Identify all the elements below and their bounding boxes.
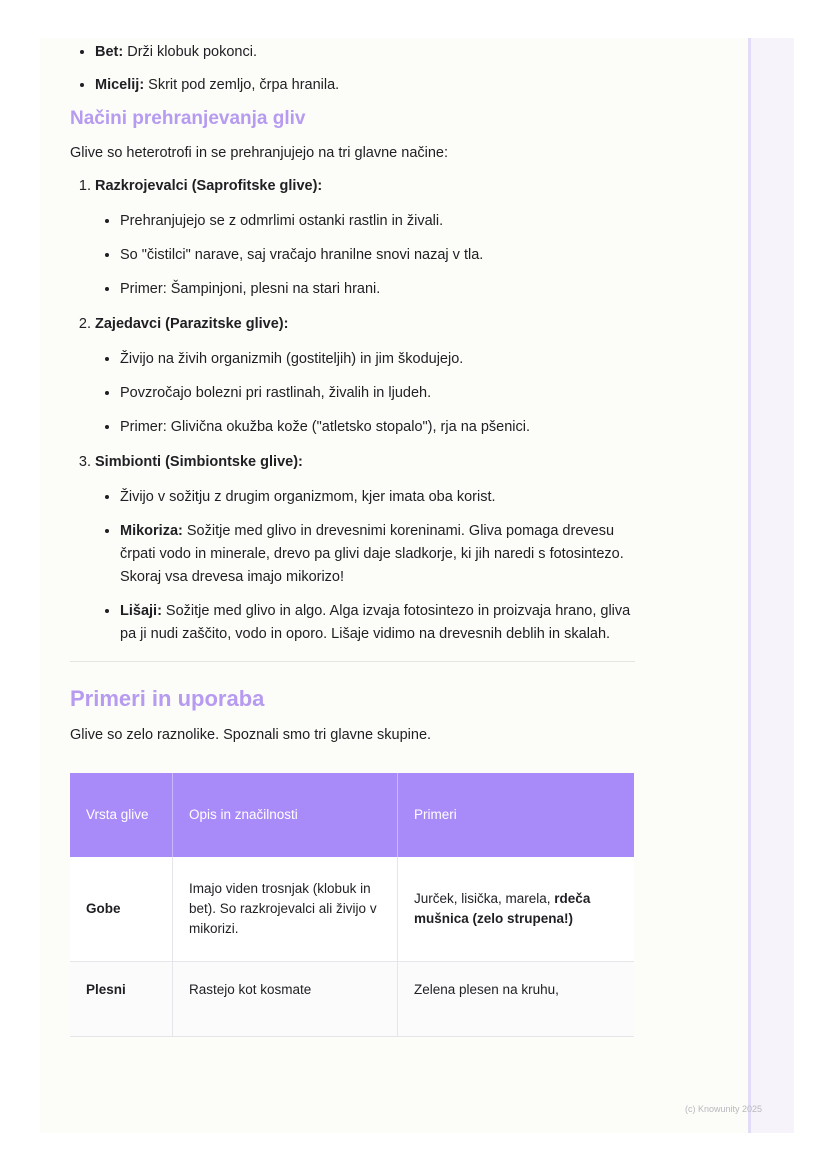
table-cell-examples: Jurček, lisička, marela, rdeča mušnica (zelo strupena!) [398,857,635,962]
list-item: • Bet: Drži klobuk pokonci. [95,42,635,62]
nutrition-group: 1. Razkrojevalci (Saprofitske glive): • Prehranjujejo se z odmrlimi ostanki rastlin in živali. • So "čistilci" narave, saj vračajo hranilne snovi nazaj v tla. • Primer: Šampinjoni, plesni na stari hrani. [95,176,635,301]
structure-list [70,42,635,95]
table-cell-desc: Rastejo kot kosmate [173,962,398,1037]
list-item: • Živijo na živih organizmih (gostiteljih) in jim škodujejo. [120,348,635,371]
table-header: Opis in značilnosti [173,773,398,857]
group-points [95,486,635,646]
copyright-footer: (c) Knowunity 2025 [685,1104,763,1114]
section-divider [70,661,635,662]
nutrition-group: 2. Zajedavci (Parazitske glive): • Živijo na živih organizmih (gostiteljih) in jim škodujejo. • Povzročajo bolezni pri rastlinah, živalih in ljudeh. • Primer: Glivična okužba kože ("atletsko stopalo"), rja na pšenici. [95,314,635,439]
table-header-row [70,773,634,857]
nutrition-groups-list [70,176,635,646]
list-item: • So "čistilci" narave, saj vračajo hranilne snovi nazaj v tla. [120,244,635,267]
table-header: Primeri [398,773,635,857]
table-header: Vrsta glive [70,773,173,857]
table-row [70,962,634,1037]
nutrition-group: 3. Simbionti (Simbiontske glive): • Živijo v sožitju z drugim organizmom, kjer imata oba korist. • Mikoriza: Sožitje med glivo in drevesnimi koreninami. Gliva pomaga drevesu črpati vodo in minerale, drevo pa glivi daje sladkorje, ki jih naredi s fotosintezo. Skoraj vsa drevesa imajo mikorizo! • Lišaji: Sožitje med glivo in algo. Alga izvaja fotosintezo in proizvaja hrano, gliva pa ji nudi zaščito, vodo in oporo. Lišaje vidimo na drevesnih deblih in skalah. [95,452,635,646]
list-item: • Lišaji: Sožitje med glivo in algo. Alga izvaja fotosintezo in proizvaja hrano, gliva pa ji nudi zaščito, vodo in oporo. Lišaje vidimo na drevesnih deblih in skalah. [120,600,635,646]
document-page [40,38,748,1133]
section-heading-nutrition: Načini prehranjevanja gliv [70,108,306,129]
table-row [70,857,634,962]
table-cell-type: Gobe [70,857,173,962]
table-cell-desc: Imajo viden trosnjak (klobuk in bet). So razkrojevalci ali živijo v mikorizi. [173,857,398,962]
list-item: • Primer: Šampinjoni, plesni na stari hrani. [120,278,635,301]
nutrition-intro: Glive so heterotrofi in se prehranjujejo na tri glavne načine: [70,145,449,161]
group-points [95,348,635,439]
document-content [70,38,635,1037]
list-item: • Povzročajo bolezni pri rastlinah, živalih in ljudeh. [120,382,635,405]
list-item: • Primer: Glivična okužba kože ("atletsko stopalo"), rja na pšenici. [120,416,635,439]
section-heading-examples: Primeri in uporaba [70,686,265,711]
examples-intro: Glive so zelo raznolike. Spoznali smo tri glavne skupine. [70,727,432,743]
list-item: • Živijo v sožitju z drugim organizmom, kjer imata oba korist. [120,486,635,509]
table-cell-type: Plesni [70,962,173,1037]
list-item: • Micelij: Skrit pod zemljo, črpa hranila. [95,75,635,95]
fungi-table [70,773,634,1037]
list-item: • Prehranjujejo se z odmrlimi ostanki rastlin in živali. [120,210,635,233]
list-item: • Mikoriza: Sožitje med glivo in drevesnimi koreninami. Gliva pomaga drevesu črpati vodo in minerale, drevo pa glivi daje sladkorje, ki jih naredi s fotosintezo. Skoraj vsa drevesa imajo mikorizo! [120,520,635,589]
table-cell-examples: Zelena plesen na kruhu, [398,962,635,1037]
group-points [95,210,635,301]
page-side-strip [748,38,794,1133]
